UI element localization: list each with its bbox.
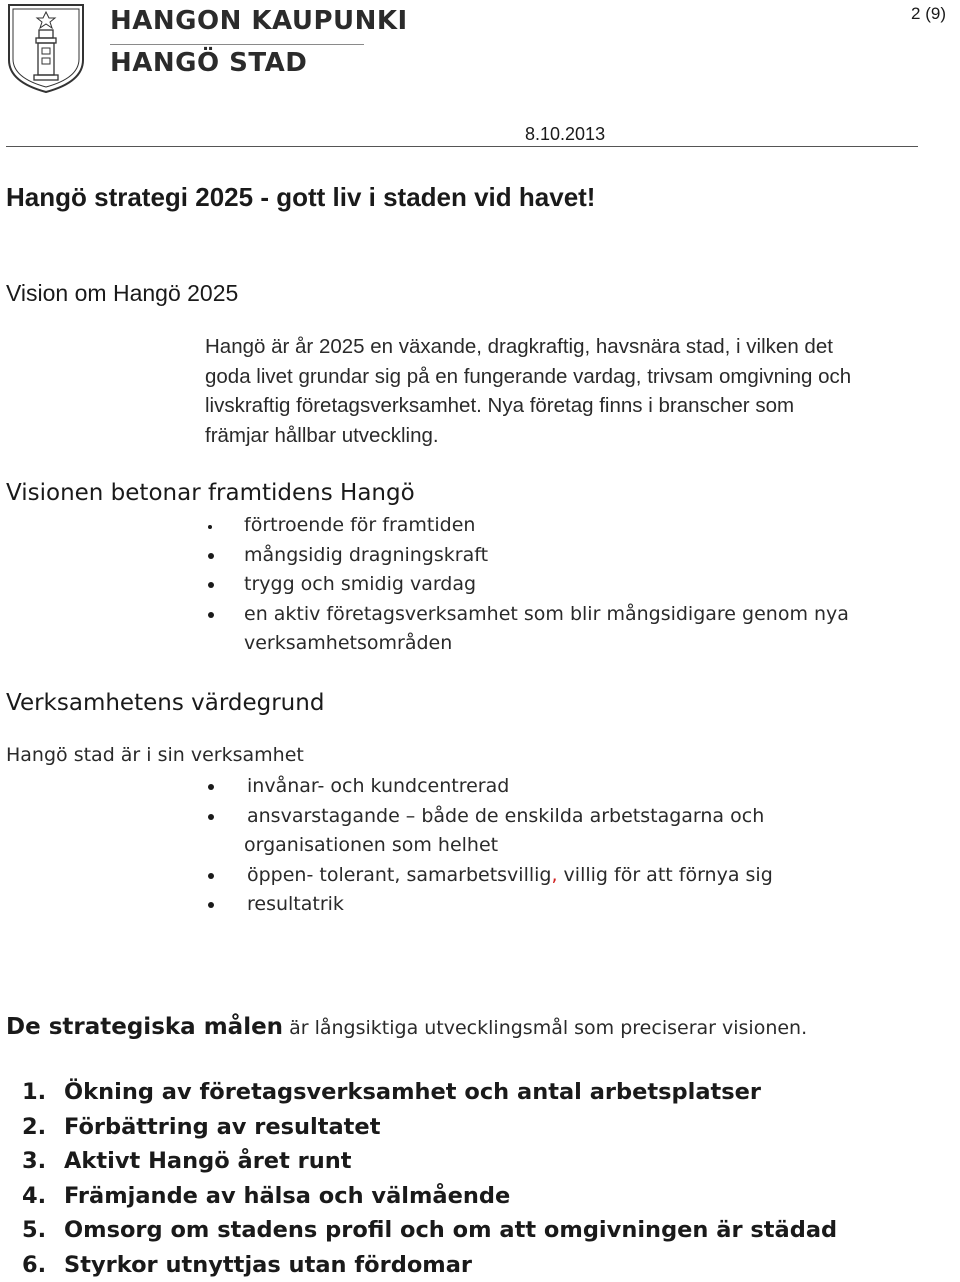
- list-item-continuation: [244, 831, 770, 861]
- goal-number: 2.: [22, 1110, 64, 1145]
- document-date: 8.10.2013: [525, 124, 605, 145]
- goals-list: [22, 1075, 837, 1282]
- bullet-icon: [208, 784, 214, 790]
- list-item: [244, 541, 849, 571]
- emphasis-heading: Visionen betonar framtidens Hangö: [6, 480, 415, 506]
- list-item-text: villig för att förnya sig: [558, 864, 773, 886]
- list-item-text: verksamhetsområden: [244, 632, 452, 654]
- bullet-icon: [208, 582, 214, 588]
- goal-text: Ökning av företagsverksamhet och antal arbetsplatser: [64, 1079, 761, 1105]
- vision-heading: Vision om Hangö 2025: [6, 280, 238, 307]
- goals-lead-bold: De strategiska målen: [6, 1014, 283, 1040]
- goal-text: Främjande av hälsa och välmående: [64, 1183, 510, 1209]
- values-heading: Verksamhetens värdegrund: [6, 690, 324, 716]
- document-title: Hangö strategi 2025 - gott liv i staden vid havet!: [6, 182, 595, 213]
- vision-line: främjar hållbar utveckling.: [205, 421, 925, 451]
- bullet-icon: [208, 525, 212, 529]
- org-name-divider: [110, 44, 364, 45]
- goal-number: 4.: [22, 1179, 64, 1214]
- goal-item: [22, 1213, 837, 1248]
- list-item-text: ansvarstagande – både de enskilda arbetstagarna och: [247, 805, 764, 827]
- goal-item: [22, 1110, 837, 1145]
- goal-item: [22, 1248, 837, 1282]
- vision-line: livskraftig företagsverksamhet. Nya företag finns i branscher som: [205, 391, 925, 421]
- vision-line: goda livet grundar sig på en fungerande vardag, trivsam omgivning och: [205, 362, 925, 392]
- vision-line: Hangö är år 2025 en växande, dragkraftig, havsnära stad, i vilken det: [205, 332, 925, 362]
- goal-text: Styrkor utnyttjas utan fördomar: [64, 1252, 472, 1278]
- goal-text: Omsorg om stadens profil och om att omgivningen är städad: [64, 1217, 837, 1243]
- list-item-text: invånar- och kundcentrerad: [247, 775, 509, 797]
- list-item-text: förtroende för framtiden: [244, 514, 475, 536]
- goals-lead: [6, 1014, 807, 1040]
- list-item-text: organisationen som helhet: [244, 834, 498, 856]
- list-item: [247, 890, 773, 920]
- list-item-text: mångsidig dragningskraft: [244, 544, 488, 566]
- highlighted-comma: ,: [551, 864, 557, 886]
- goal-number: 1.: [22, 1075, 64, 1110]
- bullet-icon: [208, 873, 214, 879]
- list-item-text: en aktiv företagsverksamhet som blir mångsidigare genom nya: [244, 603, 849, 625]
- vision-paragraph: [205, 332, 925, 450]
- values-intro: Hangö stad är i sin verksamhet: [6, 744, 304, 766]
- values-list: [247, 772, 773, 920]
- page-number: 2 (9): [911, 4, 946, 24]
- list-item-text: öppen- tolerant, samarbetsvillig: [247, 864, 551, 886]
- list-item: [244, 570, 849, 600]
- header-divider: [6, 146, 918, 147]
- list-item: [244, 600, 849, 630]
- goal-item: [22, 1144, 837, 1179]
- goal-text: Förbättring av resultatet: [64, 1114, 380, 1140]
- list-item-text: trygg och smidig vardag: [244, 573, 476, 595]
- org-name-finnish: HANGON KAUPUNKI: [110, 6, 408, 36]
- bullet-icon: [208, 902, 214, 908]
- list-item-text: resultatrik: [247, 893, 344, 915]
- list-item: [244, 511, 849, 541]
- goal-item: [22, 1179, 837, 1214]
- bullet-icon: [208, 814, 214, 820]
- list-item-continuation: [244, 629, 849, 659]
- goal-item: [22, 1075, 837, 1110]
- list-item: [247, 861, 773, 891]
- org-name-swedish: HANGÖ STAD: [110, 48, 307, 78]
- goals-lead-rest: är långsiktiga utvecklingsmål som preciserar visionen.: [283, 1017, 807, 1039]
- bullet-icon: [208, 612, 214, 618]
- list-item: [247, 772, 773, 802]
- goal-number: 6.: [22, 1248, 64, 1282]
- emphasis-list: [244, 511, 849, 659]
- list-item: [247, 802, 773, 832]
- goal-text: Aktivt Hangö året runt: [64, 1148, 352, 1174]
- coat-of-arms-lighthouse-icon: [6, 2, 86, 94]
- goal-number: 5.: [22, 1213, 64, 1248]
- goal-number: 3.: [22, 1144, 64, 1179]
- bullet-icon: [208, 553, 214, 559]
